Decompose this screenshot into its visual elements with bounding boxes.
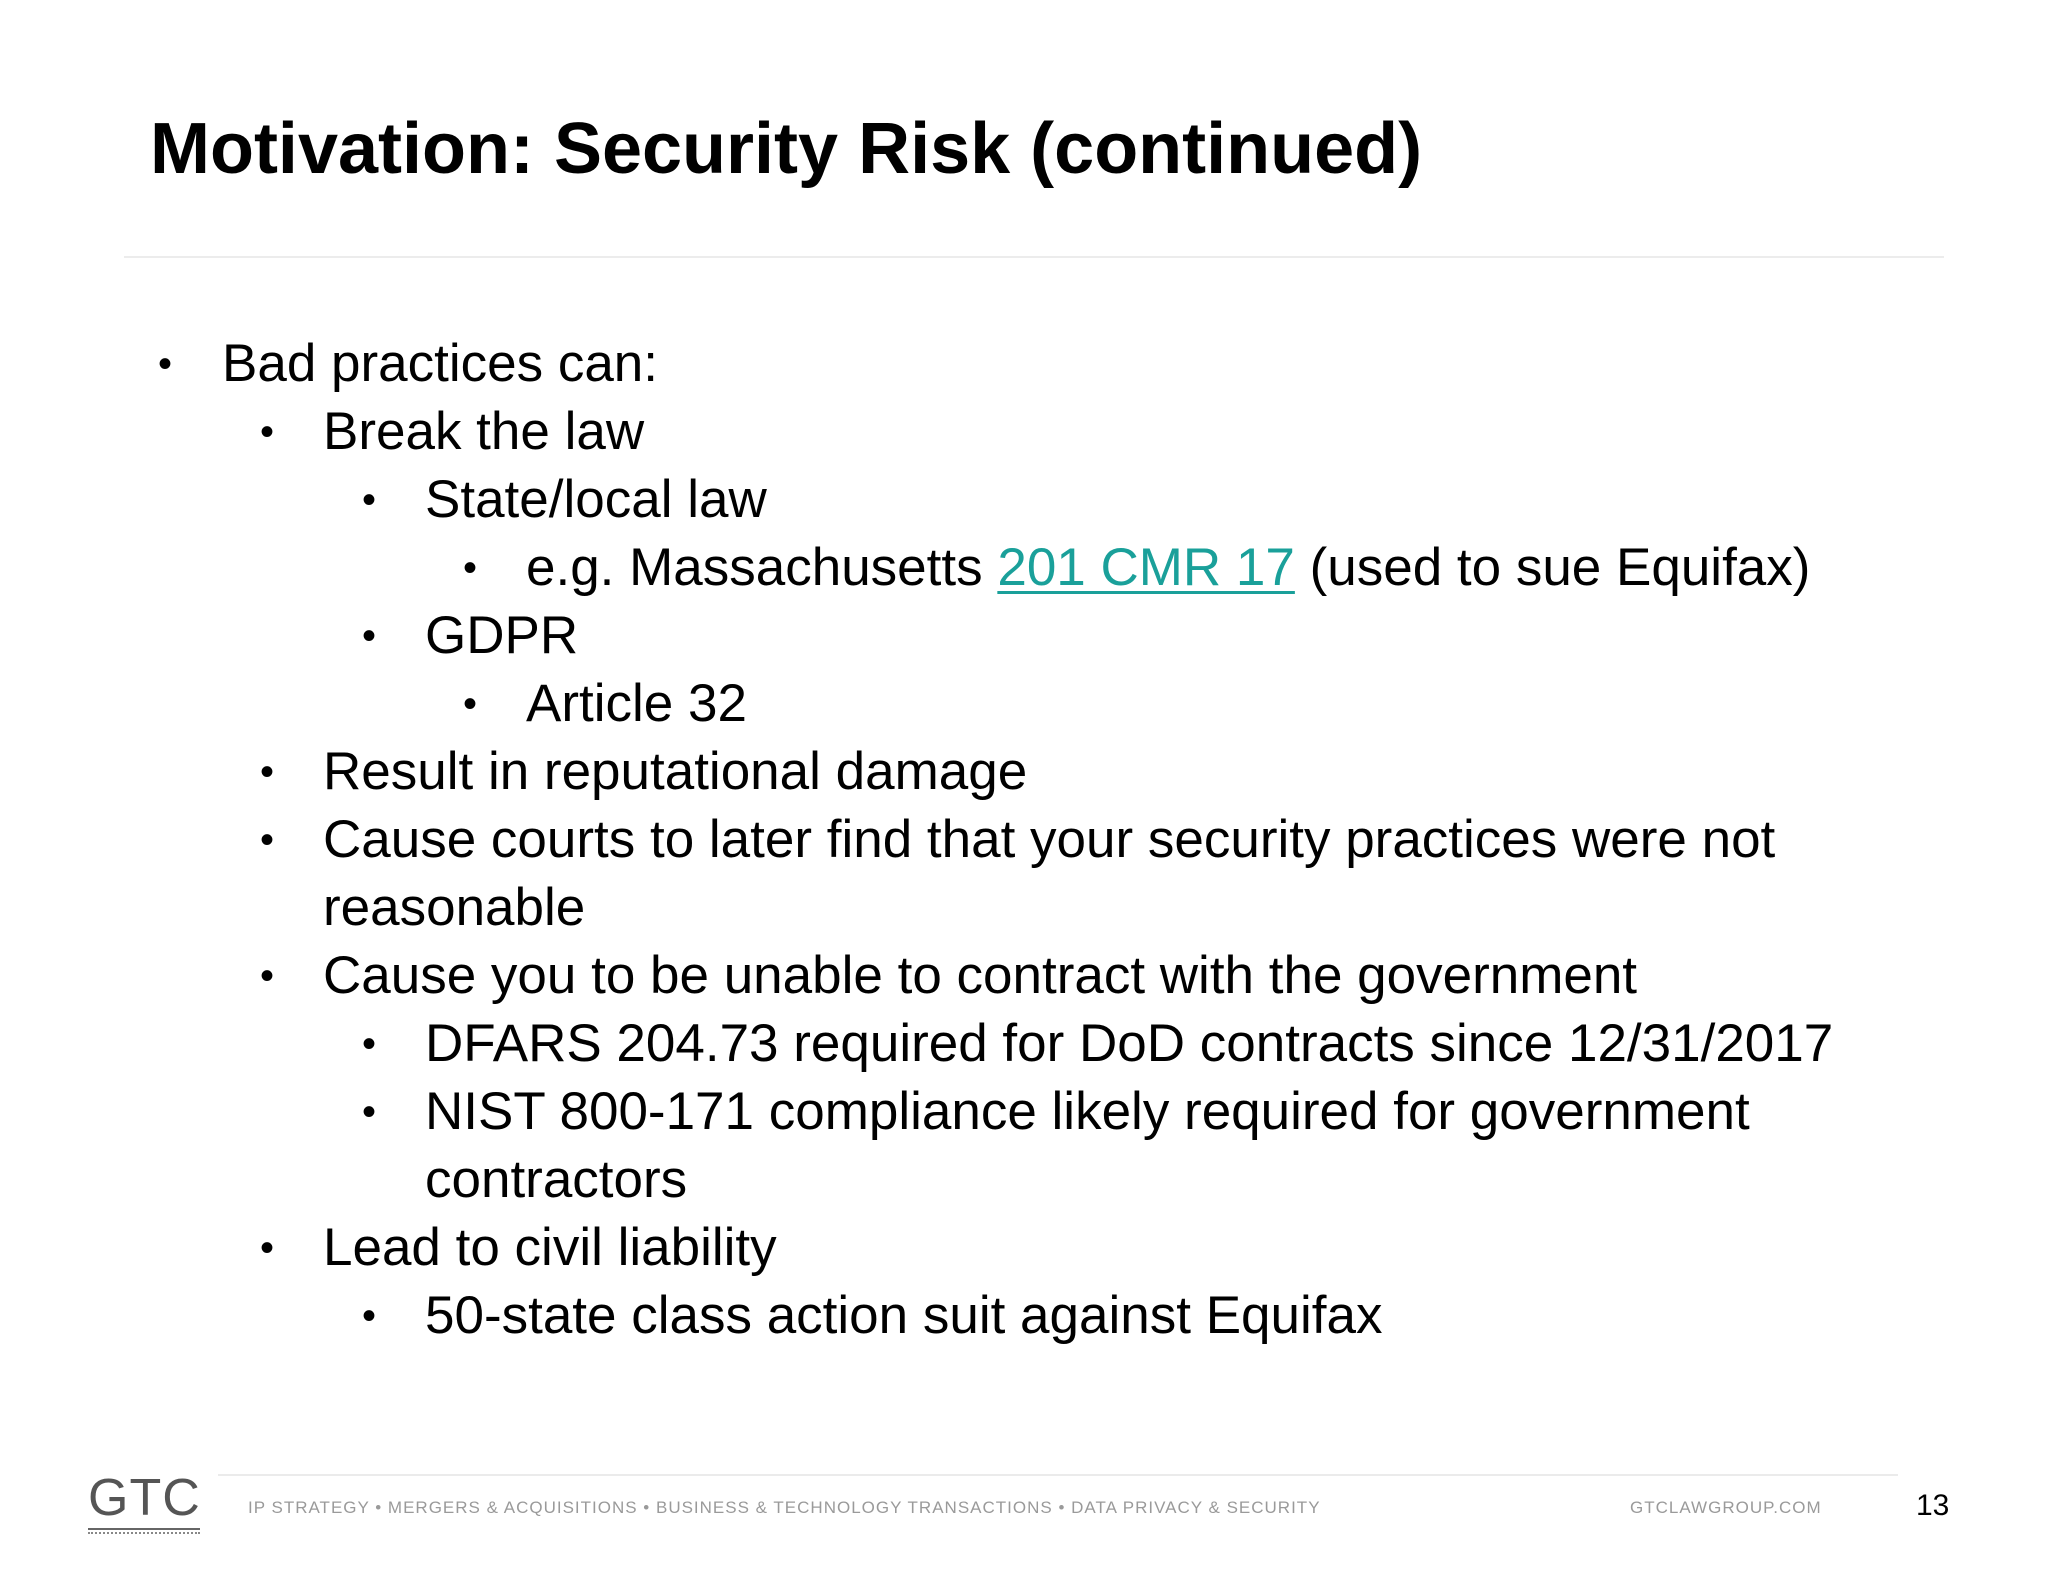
cmr-17-link[interactable]: 201 CMR 17: [997, 538, 1295, 597]
bullet-marker: •: [158, 342, 173, 386]
footer-website: GTCLAWGROUP.COM: [1630, 1498, 1822, 1517]
bullet-item: Cause you to be unable to contract with the government: [323, 946, 1638, 1005]
bullet-item: State/local law: [425, 470, 767, 529]
bullet-text-prefix: e.g. Massachusetts: [526, 538, 998, 597]
slide-title: Motivation: Security Risk (continued): [150, 109, 1423, 189]
footer-practice-areas: IP STRATEGY • MERGERS & ACQUISITIONS • BUSINESS & TECHNOLOGY TRANSACTIONS • DATA PRIVACY & SECURITY: [248, 1498, 1321, 1517]
bullet-item-with-link: [526, 538, 1810, 598]
bullet-marker: •: [362, 1294, 377, 1338]
gtc-logo: [88, 1468, 204, 1540]
bullet-marker: •: [362, 1090, 377, 1134]
logo-wordmark: GTC: [88, 1469, 201, 1527]
bullet-item: Article 32: [526, 674, 747, 733]
bullet-marker: •: [362, 1022, 377, 1066]
bullet-item-continuation: reasonable: [323, 878, 586, 937]
bullet-item-continuation: contractors: [425, 1150, 688, 1209]
bullet-item: DFARS 204.73 required for DoD contracts since 12/31/2017: [425, 1014, 1834, 1073]
bullet-marker: •: [260, 1226, 275, 1270]
bullet-marker: •: [362, 478, 377, 522]
bullet-item: GDPR: [425, 606, 579, 665]
bullet-item: Result in reputational damage: [323, 742, 1028, 801]
bullet-marker: •: [463, 546, 478, 590]
bullet-marker: •: [260, 818, 275, 862]
page-number: 13: [1916, 1489, 1950, 1522]
bullet-marker: •: [362, 614, 377, 658]
bullet-marker: •: [260, 954, 275, 998]
logo-tagline-mark: [88, 1532, 200, 1538]
bullet-marker: •: [260, 750, 275, 794]
bullet-item: Break the law: [323, 402, 645, 461]
bullet-item: Lead to civil liability: [323, 1218, 777, 1277]
bullet-item: Cause courts to later find that your security practices were not: [323, 810, 1776, 869]
bullet-text-suffix: (used to sue Equifax): [1294, 538, 1811, 597]
bullet-item: 50-state class action suit against Equifax: [425, 1286, 1383, 1345]
footer-divider: [218, 1474, 1898, 1476]
bullet-item: Bad practices can:: [222, 334, 659, 393]
bullet-item: NIST 800-171 compliance likely required for government: [425, 1082, 1750, 1141]
bullet-marker: •: [463, 682, 478, 726]
bullet-marker: •: [260, 410, 275, 454]
logo-underline: [88, 1528, 200, 1530]
